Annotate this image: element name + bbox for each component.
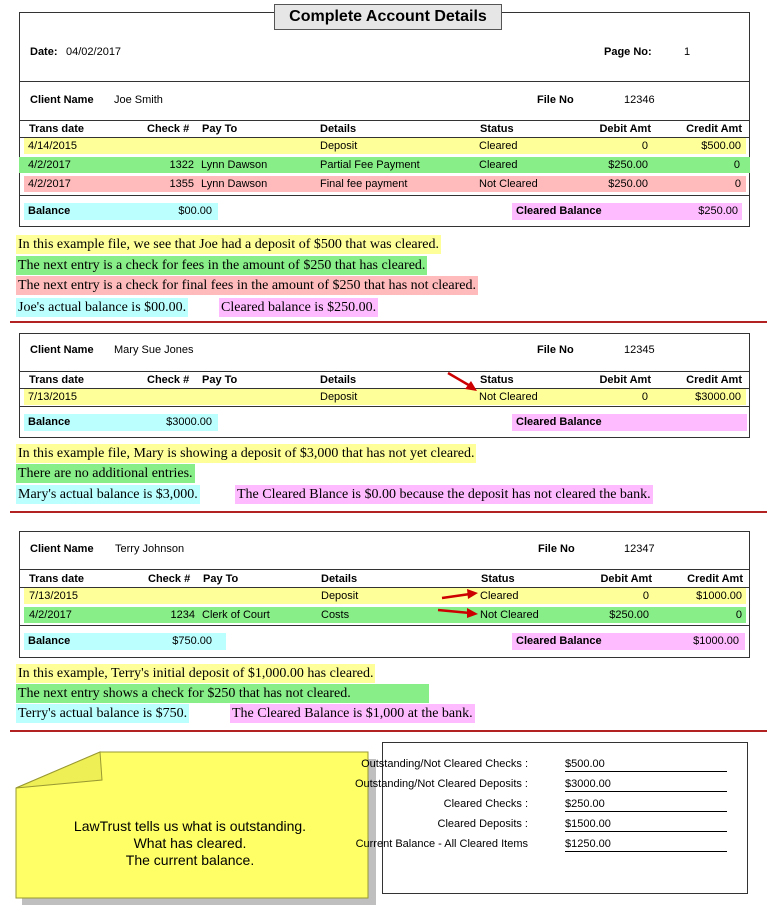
row-check: 1234 — [170, 609, 195, 621]
client-name-label: Client Name — [30, 94, 94, 106]
row-debit: 0 — [641, 140, 648, 152]
col-credit: Credit Amt — [686, 123, 742, 135]
row-details: Deposit — [320, 140, 358, 152]
balance-box — [24, 633, 226, 650]
row-credit: 0 — [733, 159, 740, 171]
balance-box — [24, 203, 218, 220]
section-separator — [10, 730, 767, 732]
summary-value: $250.00 — [565, 797, 727, 812]
sticky-line: The current balance. — [125, 852, 255, 868]
col-pay-to: Pay To — [202, 374, 238, 386]
sticky-line: LawTrust tells us what is outstanding. — [73, 818, 307, 834]
row-status: Not Cleared — [479, 178, 538, 190]
col-check: Check # — [147, 374, 190, 386]
col-trans-date: Trans date — [29, 573, 85, 585]
file-no-label: File No — [537, 344, 574, 356]
col-trans-date: Trans date — [29, 123, 85, 135]
cleared-balance-value: $1000.00 — [693, 635, 739, 647]
divider — [19, 625, 749, 626]
table-row — [24, 588, 746, 604]
file-no-label: File No — [538, 543, 575, 555]
table-header — [19, 121, 749, 137]
divider — [19, 406, 749, 407]
summary-row — [382, 817, 746, 831]
row-details: Deposit — [321, 590, 359, 602]
sticky-line: What has cleared. — [133, 835, 247, 851]
section-separator — [10, 321, 767, 323]
note-line: In this example file, we see that Joe had a deposit of $500 that was cleared. — [18, 237, 440, 252]
row-status: Cleared — [479, 140, 518, 152]
col-details: Details — [320, 123, 357, 135]
client-name: Joe Smith — [114, 94, 163, 106]
note-line: Cleared balance is $250.00. — [221, 300, 377, 315]
note-line: In this example file, Mary is showing a deposit of $3,000 that has not yet cleared. — [18, 446, 475, 461]
row-status: Cleared — [479, 159, 518, 171]
client-name: Terry Johnson — [115, 543, 185, 555]
row-pay-to: Clerk of Court — [202, 609, 270, 621]
col-status: Status — [480, 374, 514, 386]
summary-value: $1250.00 — [565, 837, 727, 852]
balance-value: $00.00 — [178, 205, 212, 217]
row-credit: $1000.00 — [696, 590, 742, 602]
cleared-balance-box — [512, 633, 745, 650]
client-name-label: Client Name — [30, 543, 94, 555]
balance-label: Balance — [28, 635, 71, 647]
table-header — [19, 372, 749, 388]
table-row — [24, 389, 746, 405]
row-details: Final fee payment — [320, 178, 408, 190]
summary-value: $1500.00 — [565, 817, 727, 832]
cleared-balance-box — [512, 414, 747, 431]
arrow-icon — [440, 588, 480, 602]
divider — [19, 81, 749, 82]
note-line: The next entry is a check for fees in the amount of $250 that has cleared. — [18, 258, 426, 273]
row-details: Partial Fee Payment — [320, 159, 420, 171]
row-credit: $3000.00 — [695, 391, 741, 403]
col-status: Status — [481, 573, 515, 585]
balance-label: Balance — [28, 205, 71, 217]
summary-value: $500.00 — [565, 757, 727, 772]
page-value: 1 — [684, 46, 691, 58]
table-row — [24, 138, 746, 154]
table-row — [19, 157, 750, 173]
row-date: 7/13/2015 — [28, 391, 77, 403]
file-no: 12345 — [624, 344, 655, 356]
row-check: 1322 — [169, 159, 194, 171]
table-row — [24, 176, 746, 192]
col-pay-to: Pay To — [202, 123, 238, 135]
table-header — [19, 571, 749, 587]
balance-value: $3000.00 — [166, 416, 212, 428]
summary-label: Cleared Checks : — [443, 798, 528, 810]
file-no-label: File No — [537, 94, 574, 106]
date-value: 04/02/2017 — [66, 46, 122, 58]
col-status: Status — [480, 123, 514, 135]
row-details: Costs — [321, 609, 350, 621]
note-line: The Cleared Blance is $0.00 because the deposit has not cleared the bank. — [237, 487, 651, 502]
row-check: 1355 — [169, 178, 194, 190]
note-line: Mary's actual balance is $3,000. — [18, 487, 198, 502]
report-title: Complete Account Details — [274, 4, 502, 30]
col-debit: Debit Amt — [599, 374, 651, 386]
cleared-balance-label: Cleared Balance — [516, 635, 602, 647]
summary-row — [361, 757, 746, 771]
arrow-icon — [446, 370, 480, 394]
col-debit: Debit Amt — [599, 123, 651, 135]
col-details: Details — [321, 573, 358, 585]
col-check: Check # — [147, 123, 190, 135]
divider — [19, 569, 749, 570]
row-details: Deposit — [320, 391, 358, 403]
summary-row — [382, 797, 746, 811]
cleared-balance-box — [512, 203, 742, 220]
note-line: There are no additional entries. — [18, 466, 193, 481]
file-no: 12347 — [624, 543, 655, 555]
row-pay-to: Lynn Dawson — [201, 178, 268, 190]
client-name-label: Client Name — [30, 344, 94, 356]
col-details: Details — [320, 374, 357, 386]
row-date: 4/14/2015 — [28, 140, 77, 152]
file-no: 12346 — [624, 94, 655, 106]
divider — [19, 195, 749, 196]
row-date: 4/2/2017 — [28, 178, 71, 190]
row-pay-to: Lynn Dawson — [201, 159, 268, 171]
cleared-balance-value: $250.00 — [698, 205, 738, 217]
balance-label: Balance — [28, 416, 71, 428]
balance-value: $750.00 — [172, 635, 212, 647]
note-line: Terry's actual balance is $750. — [18, 706, 188, 721]
col-check: Check # — [148, 573, 191, 585]
col-credit: Credit Amt — [686, 374, 742, 386]
table-row — [24, 607, 746, 623]
row-date: 4/2/2017 — [29, 609, 72, 621]
date-label: Date: — [30, 46, 58, 58]
col-trans-date: Trans date — [29, 374, 85, 386]
row-debit: 0 — [641, 391, 648, 403]
col-debit: Debit Amt — [600, 573, 652, 585]
row-debit: $250.00 — [608, 159, 648, 171]
cleared-balance-label: Cleared Balance — [516, 205, 602, 217]
col-pay-to: Pay To — [203, 573, 239, 585]
sticky-note-text — [20, 818, 360, 869]
row-status: Cleared — [480, 590, 519, 602]
summary-value: $3000.00 — [565, 777, 727, 792]
row-date: 7/13/2015 — [29, 590, 78, 602]
note-line: Joe's actual balance is $00.00. — [18, 300, 187, 315]
summary-row — [354, 777, 746, 791]
client-name: Mary Sue Jones — [114, 344, 194, 356]
summary-label: Cleared Deposits : — [437, 818, 528, 830]
row-debit: $250.00 — [609, 609, 649, 621]
summary-row — [355, 837, 746, 851]
balance-box — [24, 414, 218, 431]
note-line: The next entry is a check for final fees in the amount of $250 that has not cleared. — [18, 278, 476, 293]
note-line: The next entry shows a check for $250 that has not cleared. — [16, 684, 429, 703]
note-line: In this example, Terry's initial deposit of $1,000.00 has cleared. — [18, 666, 374, 681]
col-credit: Credit Amt — [687, 573, 743, 585]
section-separator — [10, 511, 767, 513]
cleared-balance-label: Cleared Balance — [516, 416, 602, 428]
note-line: The Cleared Balance is $1,000 at the bank. — [232, 706, 473, 721]
arrow-icon — [436, 606, 480, 620]
page-label: Page No: — [604, 46, 652, 58]
row-credit: $500.00 — [701, 140, 741, 152]
row-status: Not Cleared — [480, 609, 539, 621]
row-status: Not Cleared — [479, 391, 538, 403]
row-debit: 0 — [642, 590, 649, 602]
row-credit: 0 — [734, 178, 741, 190]
row-debit: $250.00 — [608, 178, 648, 190]
row-date: 4/2/2017 — [28, 159, 71, 171]
summary-label: Outstanding/Not Cleared Deposits : — [354, 778, 528, 790]
row-credit: 0 — [735, 609, 742, 621]
summary-label: Current Balance - All Cleared Items — [355, 838, 528, 850]
summary-label: Outstanding/Not Cleared Checks : — [361, 758, 528, 770]
